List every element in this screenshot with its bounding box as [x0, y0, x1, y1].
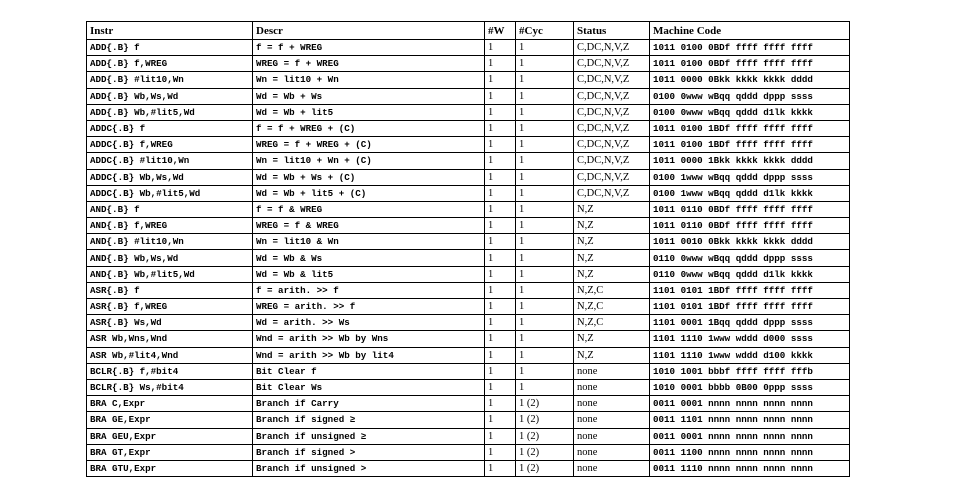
words-cell: 1: [485, 40, 516, 56]
table-row: [87, 347, 850, 363]
cycles-cell: 1: [516, 137, 574, 153]
status-cell: C,DC,N,V,Z: [574, 88, 650, 104]
table-row: [87, 299, 850, 315]
words-cell: 1: [485, 88, 516, 104]
table-row: [87, 72, 850, 88]
table-row: [87, 104, 850, 120]
cycles-cell: 1: [516, 234, 574, 250]
descr-cell: Branch if signed >: [253, 444, 485, 460]
table-row: [87, 315, 850, 331]
descr-cell: Wd = Wb & lit5: [253, 266, 485, 282]
machine-code-cell: 1011 0110 0BDf ffff ffff ffff: [650, 218, 850, 234]
table-row: [87, 201, 850, 217]
words-cell: 1: [485, 331, 516, 347]
status-cell: C,DC,N,V,Z: [574, 40, 650, 56]
words-cell: 1: [485, 347, 516, 363]
machine-code-cell: 1011 0110 0BDf ffff ffff ffff: [650, 201, 850, 217]
instr-cell: ASR{.B} f: [87, 282, 253, 298]
words-cell: 1: [485, 428, 516, 444]
status-cell: C,DC,N,V,Z: [574, 169, 650, 185]
words-cell: 1: [485, 104, 516, 120]
header-cycles: #Cyc: [516, 22, 574, 40]
words-cell: 1: [485, 120, 516, 136]
descr-cell: Branch if Carry: [253, 396, 485, 412]
instr-cell: AND{.B} f: [87, 201, 253, 217]
cycles-cell: 1: [516, 250, 574, 266]
descr-cell: f = f & WREG: [253, 201, 485, 217]
cycles-cell: 1: [516, 169, 574, 185]
machine-code-cell: 0110 0www wBqq qddd d1lk kkkk: [650, 266, 850, 282]
words-cell: 1: [485, 396, 516, 412]
table-row: [87, 428, 850, 444]
table-row: [87, 282, 850, 298]
instr-cell: BCLR{.B} f,#bit4: [87, 363, 253, 379]
cycles-cell: 1: [516, 104, 574, 120]
cycles-cell: 1 (2): [516, 444, 574, 460]
instr-cell: AND{.B} Wb,Ws,Wd: [87, 250, 253, 266]
cycles-cell: 1: [516, 218, 574, 234]
table-row: [87, 185, 850, 201]
instr-cell: ADD{.B} #lit10,Wn: [87, 72, 253, 88]
status-cell: C,DC,N,V,Z: [574, 185, 650, 201]
words-cell: 1: [485, 315, 516, 331]
status-cell: N,Z: [574, 234, 650, 250]
words-cell: 1: [485, 266, 516, 282]
words-cell: 1: [485, 153, 516, 169]
cycles-cell: 1: [516, 282, 574, 298]
instr-cell: ASR Wb,Wns,Wnd: [87, 331, 253, 347]
instr-cell: BCLR{.B} Ws,#bit4: [87, 379, 253, 395]
words-cell: 1: [485, 412, 516, 428]
words-cell: 1: [485, 234, 516, 250]
status-cell: none: [574, 396, 650, 412]
descr-cell: WREG = f + WREG: [253, 56, 485, 72]
descr-cell: Bit Clear f: [253, 363, 485, 379]
status-cell: N,Z,C: [574, 282, 650, 298]
words-cell: 1: [485, 299, 516, 315]
words-cell: 1: [485, 137, 516, 153]
table-row: [87, 363, 850, 379]
descr-cell: f = f + WREG: [253, 40, 485, 56]
instr-cell: ADD{.B} Wb,#lit5,Wd: [87, 104, 253, 120]
table-row: [87, 88, 850, 104]
table-row: [87, 120, 850, 136]
machine-code-cell: 1011 0100 0BDf ffff ffff ffff: [650, 56, 850, 72]
cycles-cell: 1: [516, 331, 574, 347]
table-row: [87, 56, 850, 72]
descr-cell: Wnd = arith >> Wb by lit4: [253, 347, 485, 363]
status-cell: none: [574, 460, 650, 476]
descr-cell: Wd = Wb + Ws + (C): [253, 169, 485, 185]
status-cell: N,Z,C: [574, 315, 650, 331]
status-cell: N,Z: [574, 266, 650, 282]
cycles-cell: 1 (2): [516, 412, 574, 428]
status-cell: C,DC,N,V,Z: [574, 120, 650, 136]
instr-cell: AND{.B} #lit10,Wn: [87, 234, 253, 250]
cycles-cell: 1 (2): [516, 460, 574, 476]
instr-cell: ADDC{.B} Wb,#lit5,Wd: [87, 185, 253, 201]
machine-code-cell: 0011 0001 nnnn nnnn nnnn nnnn: [650, 428, 850, 444]
machine-code-cell: 0011 1110 nnnn nnnn nnnn nnnn: [650, 460, 850, 476]
cycles-cell: 1: [516, 153, 574, 169]
descr-cell: Branch if unsigned >: [253, 460, 485, 476]
instr-cell: AND{.B} f,WREG: [87, 218, 253, 234]
status-cell: N,Z: [574, 250, 650, 266]
machine-code-cell: 1101 0101 1BDf ffff ffff ffff: [650, 282, 850, 298]
instr-cell: ADDC{.B} #lit10,Wn: [87, 153, 253, 169]
status-cell: none: [574, 379, 650, 395]
instr-cell: ASR{.B} f,WREG: [87, 299, 253, 315]
machine-code-cell: 1010 0001 bbbb 0B00 0ppp ssss: [650, 379, 850, 395]
table-row: [87, 331, 850, 347]
machine-code-cell: 1011 0100 1BDf ffff ffff ffff: [650, 120, 850, 136]
table-row: [87, 137, 850, 153]
machine-code-cell: 1101 0001 1Bqq qddd dppp ssss: [650, 315, 850, 331]
instr-cell: ADDC{.B} f,WREG: [87, 137, 253, 153]
machine-code-cell: 1011 0000 1Bkk kkkk kkkk dddd: [650, 153, 850, 169]
status-cell: none: [574, 412, 650, 428]
descr-cell: Wd = Wb & Ws: [253, 250, 485, 266]
descr-cell: Wd = Wb + lit5: [253, 104, 485, 120]
instr-cell: ADD{.B} f,WREG: [87, 56, 253, 72]
descr-cell: f = f + WREG + (C): [253, 120, 485, 136]
table-row: [87, 218, 850, 234]
descr-cell: WREG = f + WREG + (C): [253, 137, 485, 153]
table-row: [87, 444, 850, 460]
machine-code-cell: 1011 0100 1BDf ffff ffff ffff: [650, 137, 850, 153]
descr-cell: Wn = lit10 + Wn + (C): [253, 153, 485, 169]
status-cell: N,Z: [574, 347, 650, 363]
status-cell: none: [574, 428, 650, 444]
table-row: [87, 40, 850, 56]
machine-code-cell: 0100 0www wBqq qddd d1lk kkkk: [650, 104, 850, 120]
words-cell: 1: [485, 218, 516, 234]
words-cell: 1: [485, 379, 516, 395]
header-instr: Instr: [87, 22, 253, 40]
table-row: [87, 460, 850, 476]
cycles-cell: 1 (2): [516, 396, 574, 412]
instr-cell: ADDC{.B} Wb,Ws,Wd: [87, 169, 253, 185]
instr-cell: ASR Wb,#lit4,Wnd: [87, 347, 253, 363]
instr-cell: BRA GT,Expr: [87, 444, 253, 460]
status-cell: none: [574, 444, 650, 460]
header-words: #W: [485, 22, 516, 40]
status-cell: C,DC,N,V,Z: [574, 137, 650, 153]
status-cell: N,Z: [574, 218, 650, 234]
words-cell: 1: [485, 363, 516, 379]
cycles-cell: 1: [516, 201, 574, 217]
machine-code-cell: 1011 0000 0Bkk kkkk kkkk dddd: [650, 72, 850, 88]
descr-cell: Wd = arith. >> Ws: [253, 315, 485, 331]
cycles-cell: 1: [516, 56, 574, 72]
descr-cell: Wn = lit10 & Wn: [253, 234, 485, 250]
descr-cell: Wn = lit10 + Wn: [253, 72, 485, 88]
header-row: [87, 22, 850, 40]
table-row: [87, 153, 850, 169]
cycles-cell: 1: [516, 72, 574, 88]
instr-cell: ADD{.B} f: [87, 40, 253, 56]
cycles-cell: 1: [516, 120, 574, 136]
words-cell: 1: [485, 56, 516, 72]
cycles-cell: 1: [516, 347, 574, 363]
status-cell: C,DC,N,V,Z: [574, 72, 650, 88]
status-cell: C,DC,N,V,Z: [574, 56, 650, 72]
header-descr: Descr: [253, 22, 485, 40]
words-cell: 1: [485, 282, 516, 298]
descr-cell: f = arith. >> f: [253, 282, 485, 298]
status-cell: C,DC,N,V,Z: [574, 104, 650, 120]
machine-code-cell: 0110 0www wBqq qddd dppp ssss: [650, 250, 850, 266]
cycles-cell: 1: [516, 40, 574, 56]
machine-code-cell: 1101 0101 1BDf ffff ffff ffff: [650, 299, 850, 315]
instr-cell: ASR{.B} Ws,Wd: [87, 315, 253, 331]
instruction-table: [86, 21, 850, 477]
machine-code-cell: 1101 1110 1www wddd d100 kkkk: [650, 347, 850, 363]
descr-cell: Bit Clear Ws: [253, 379, 485, 395]
machine-code-cell: 0011 1101 nnnn nnnn nnnn nnnn: [650, 412, 850, 428]
descr-cell: WREG = f & WREG: [253, 218, 485, 234]
instr-cell: BRA C,Expr: [87, 396, 253, 412]
status-cell: N,Z,C: [574, 299, 650, 315]
machine-code-cell: 0100 1www wBqq qddd dppp ssss: [650, 169, 850, 185]
words-cell: 1: [485, 444, 516, 460]
cycles-cell: 1: [516, 379, 574, 395]
instr-cell: BRA GEU,Expr: [87, 428, 253, 444]
table-row: [87, 412, 850, 428]
table-row: [87, 396, 850, 412]
descr-cell: Wd = Wb + lit5 + (C): [253, 185, 485, 201]
status-cell: none: [574, 363, 650, 379]
instr-cell: BRA GE,Expr: [87, 412, 253, 428]
table-row: [87, 169, 850, 185]
table-row: [87, 234, 850, 250]
words-cell: 1: [485, 185, 516, 201]
cycles-cell: 1: [516, 88, 574, 104]
status-cell: N,Z: [574, 331, 650, 347]
descr-cell: Wd = Wb + Ws: [253, 88, 485, 104]
descr-cell: Branch if unsigned ≥: [253, 428, 485, 444]
instr-cell: AND{.B} Wb,#lit5,Wd: [87, 266, 253, 282]
machine-code-cell: 0100 1www wBqq qddd d1lk kkkk: [650, 185, 850, 201]
descr-cell: Wnd = arith >> Wb by Wns: [253, 331, 485, 347]
machine-code-cell: 1101 1110 1www wddd d000 ssss: [650, 331, 850, 347]
table-row: [87, 250, 850, 266]
machine-code-cell: 1011 0100 0BDf ffff ffff ffff: [650, 40, 850, 56]
machine-code-cell: 0011 0001 nnnn nnnn nnnn nnnn: [650, 396, 850, 412]
status-cell: C,DC,N,V,Z: [574, 153, 650, 169]
words-cell: 1: [485, 460, 516, 476]
descr-cell: WREG = arith. >> f: [253, 299, 485, 315]
machine-code-cell: 1010 1001 bbbf ffff ffff fffb: [650, 363, 850, 379]
cycles-cell: 1: [516, 299, 574, 315]
cycles-cell: 1: [516, 185, 574, 201]
header-status: Status: [574, 22, 650, 40]
instr-cell: ADD{.B} Wb,Ws,Wd: [87, 88, 253, 104]
words-cell: 1: [485, 250, 516, 266]
table-row: [87, 266, 850, 282]
status-cell: N,Z: [574, 201, 650, 217]
words-cell: 1: [485, 72, 516, 88]
machine-code-cell: 1011 0010 0Bkk kkkk kkkk dddd: [650, 234, 850, 250]
instr-cell: BRA GTU,Expr: [87, 460, 253, 476]
cycles-cell: 1: [516, 363, 574, 379]
descr-cell: Branch if signed ≥: [253, 412, 485, 428]
table-row: [87, 379, 850, 395]
cycles-cell: 1: [516, 266, 574, 282]
words-cell: 1: [485, 201, 516, 217]
words-cell: 1: [485, 169, 516, 185]
machine-code-cell: 0100 0www wBqq qddd dppp ssss: [650, 88, 850, 104]
machine-code-cell: 0011 1100 nnnn nnnn nnnn nnnn: [650, 444, 850, 460]
instr-cell: ADDC{.B} f: [87, 120, 253, 136]
header-machine-code: Machine Code: [650, 22, 850, 40]
cycles-cell: 1: [516, 315, 574, 331]
cycles-cell: 1 (2): [516, 428, 574, 444]
